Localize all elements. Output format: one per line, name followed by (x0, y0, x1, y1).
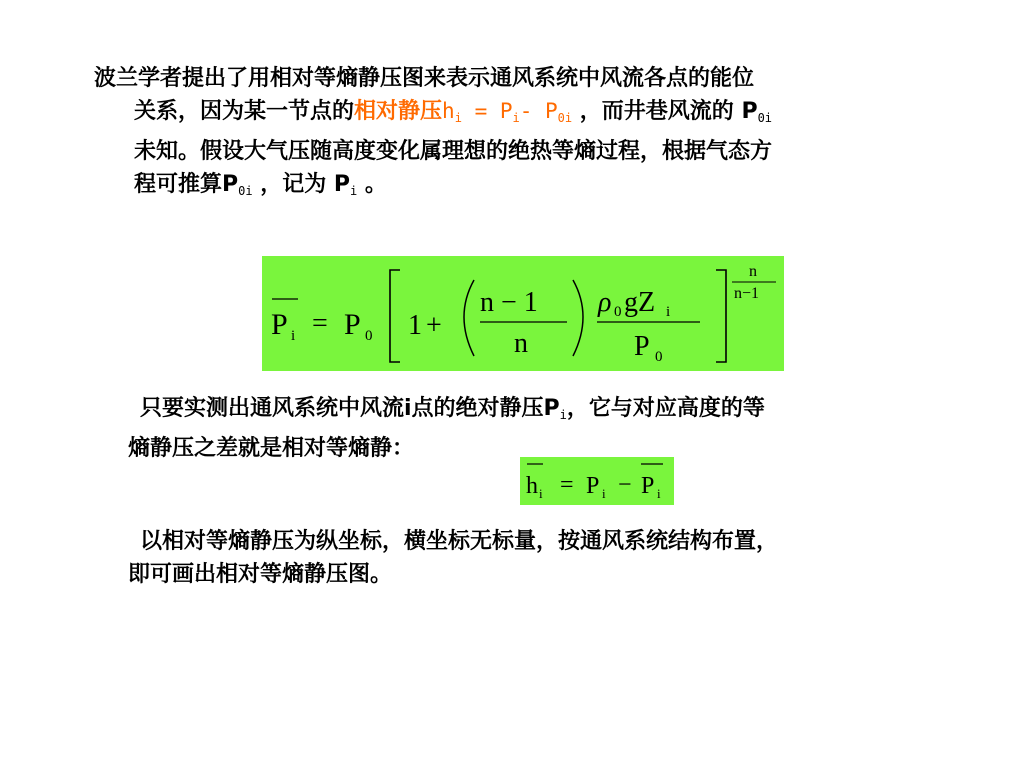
paragraph-1 (94, 62, 1014, 208)
p2-line1: 只要实测出通风系统中风流i点的绝对静压$P_i$，它与对应高度的等 (140, 396, 765, 422)
svg-text:−: − (618, 472, 632, 498)
isentropic-pressure-formula (262, 256, 784, 371)
svg-text:n: n (514, 328, 528, 359)
svg-text:=: = (560, 472, 574, 498)
svg-text:=: = (312, 308, 328, 339)
p3-line1: 以相对等熵静压为纵坐标，横坐标无标量，按通风系统结构布置， (140, 529, 779, 554)
svg-text:P: P (634, 331, 650, 362)
left-paren (464, 280, 474, 356)
pbar-i-symbol: P (271, 308, 288, 341)
svg-text:gZ: gZ (624, 287, 656, 318)
hbar-i-symbol: h (526, 473, 538, 499)
svg-text:n − 1: n − 1 (480, 287, 538, 318)
svg-text:P: P (586, 473, 600, 499)
right-bracket (716, 270, 726, 362)
svg-text:i: i (291, 328, 296, 344)
p2-line2: 熵静压之差就是相对等熵静： (128, 436, 415, 461)
relative-pressure-formula (520, 457, 674, 505)
paragraph-2 (94, 392, 1014, 465)
svg-text:0: 0 (614, 304, 622, 320)
p1-line2-b: ，而井巷风流的 $P_{0i}$ (572, 99, 773, 125)
svg-text:n−1: n−1 (734, 285, 760, 302)
p1-line1: 波兰学者提出了用相对等熵静压图来表示通风系统中风流各点的能位 (94, 66, 755, 91)
p3-line2: 即可画出相对等熵静压图。 (128, 562, 393, 587)
relative-static-pressure-highlight: 相对静压$h_i = P_i-$ $P_{0i}$ (354, 99, 573, 125)
svg-text:0: 0 (365, 328, 373, 344)
left-bracket (390, 270, 400, 362)
p1-line3: 未知。假设大气压随高度变化属理想的绝热等熵过程，根据气态方 (134, 139, 773, 164)
p0-symbol: P (344, 308, 361, 341)
svg-text:n: n (749, 263, 757, 280)
svg-text:i: i (666, 304, 671, 320)
right-paren (573, 280, 583, 356)
svg-text:1: 1 (408, 310, 422, 341)
p1-line2-a: 关系，因为某一节点的 (134, 99, 355, 124)
svg-text:0: 0 (655, 349, 663, 365)
paragraph-3 (94, 525, 1014, 591)
svg-text:+: + (426, 310, 442, 341)
svg-text:i: i (657, 486, 661, 501)
p1-line4: 程可推算$P_{0i}$ ，记为 $P_i$ 。 (134, 172, 387, 198)
svg-text:ρ: ρ (598, 287, 612, 318)
svg-text:i: i (602, 486, 606, 501)
svg-text:P: P (641, 473, 655, 499)
svg-text:i: i (539, 486, 543, 501)
